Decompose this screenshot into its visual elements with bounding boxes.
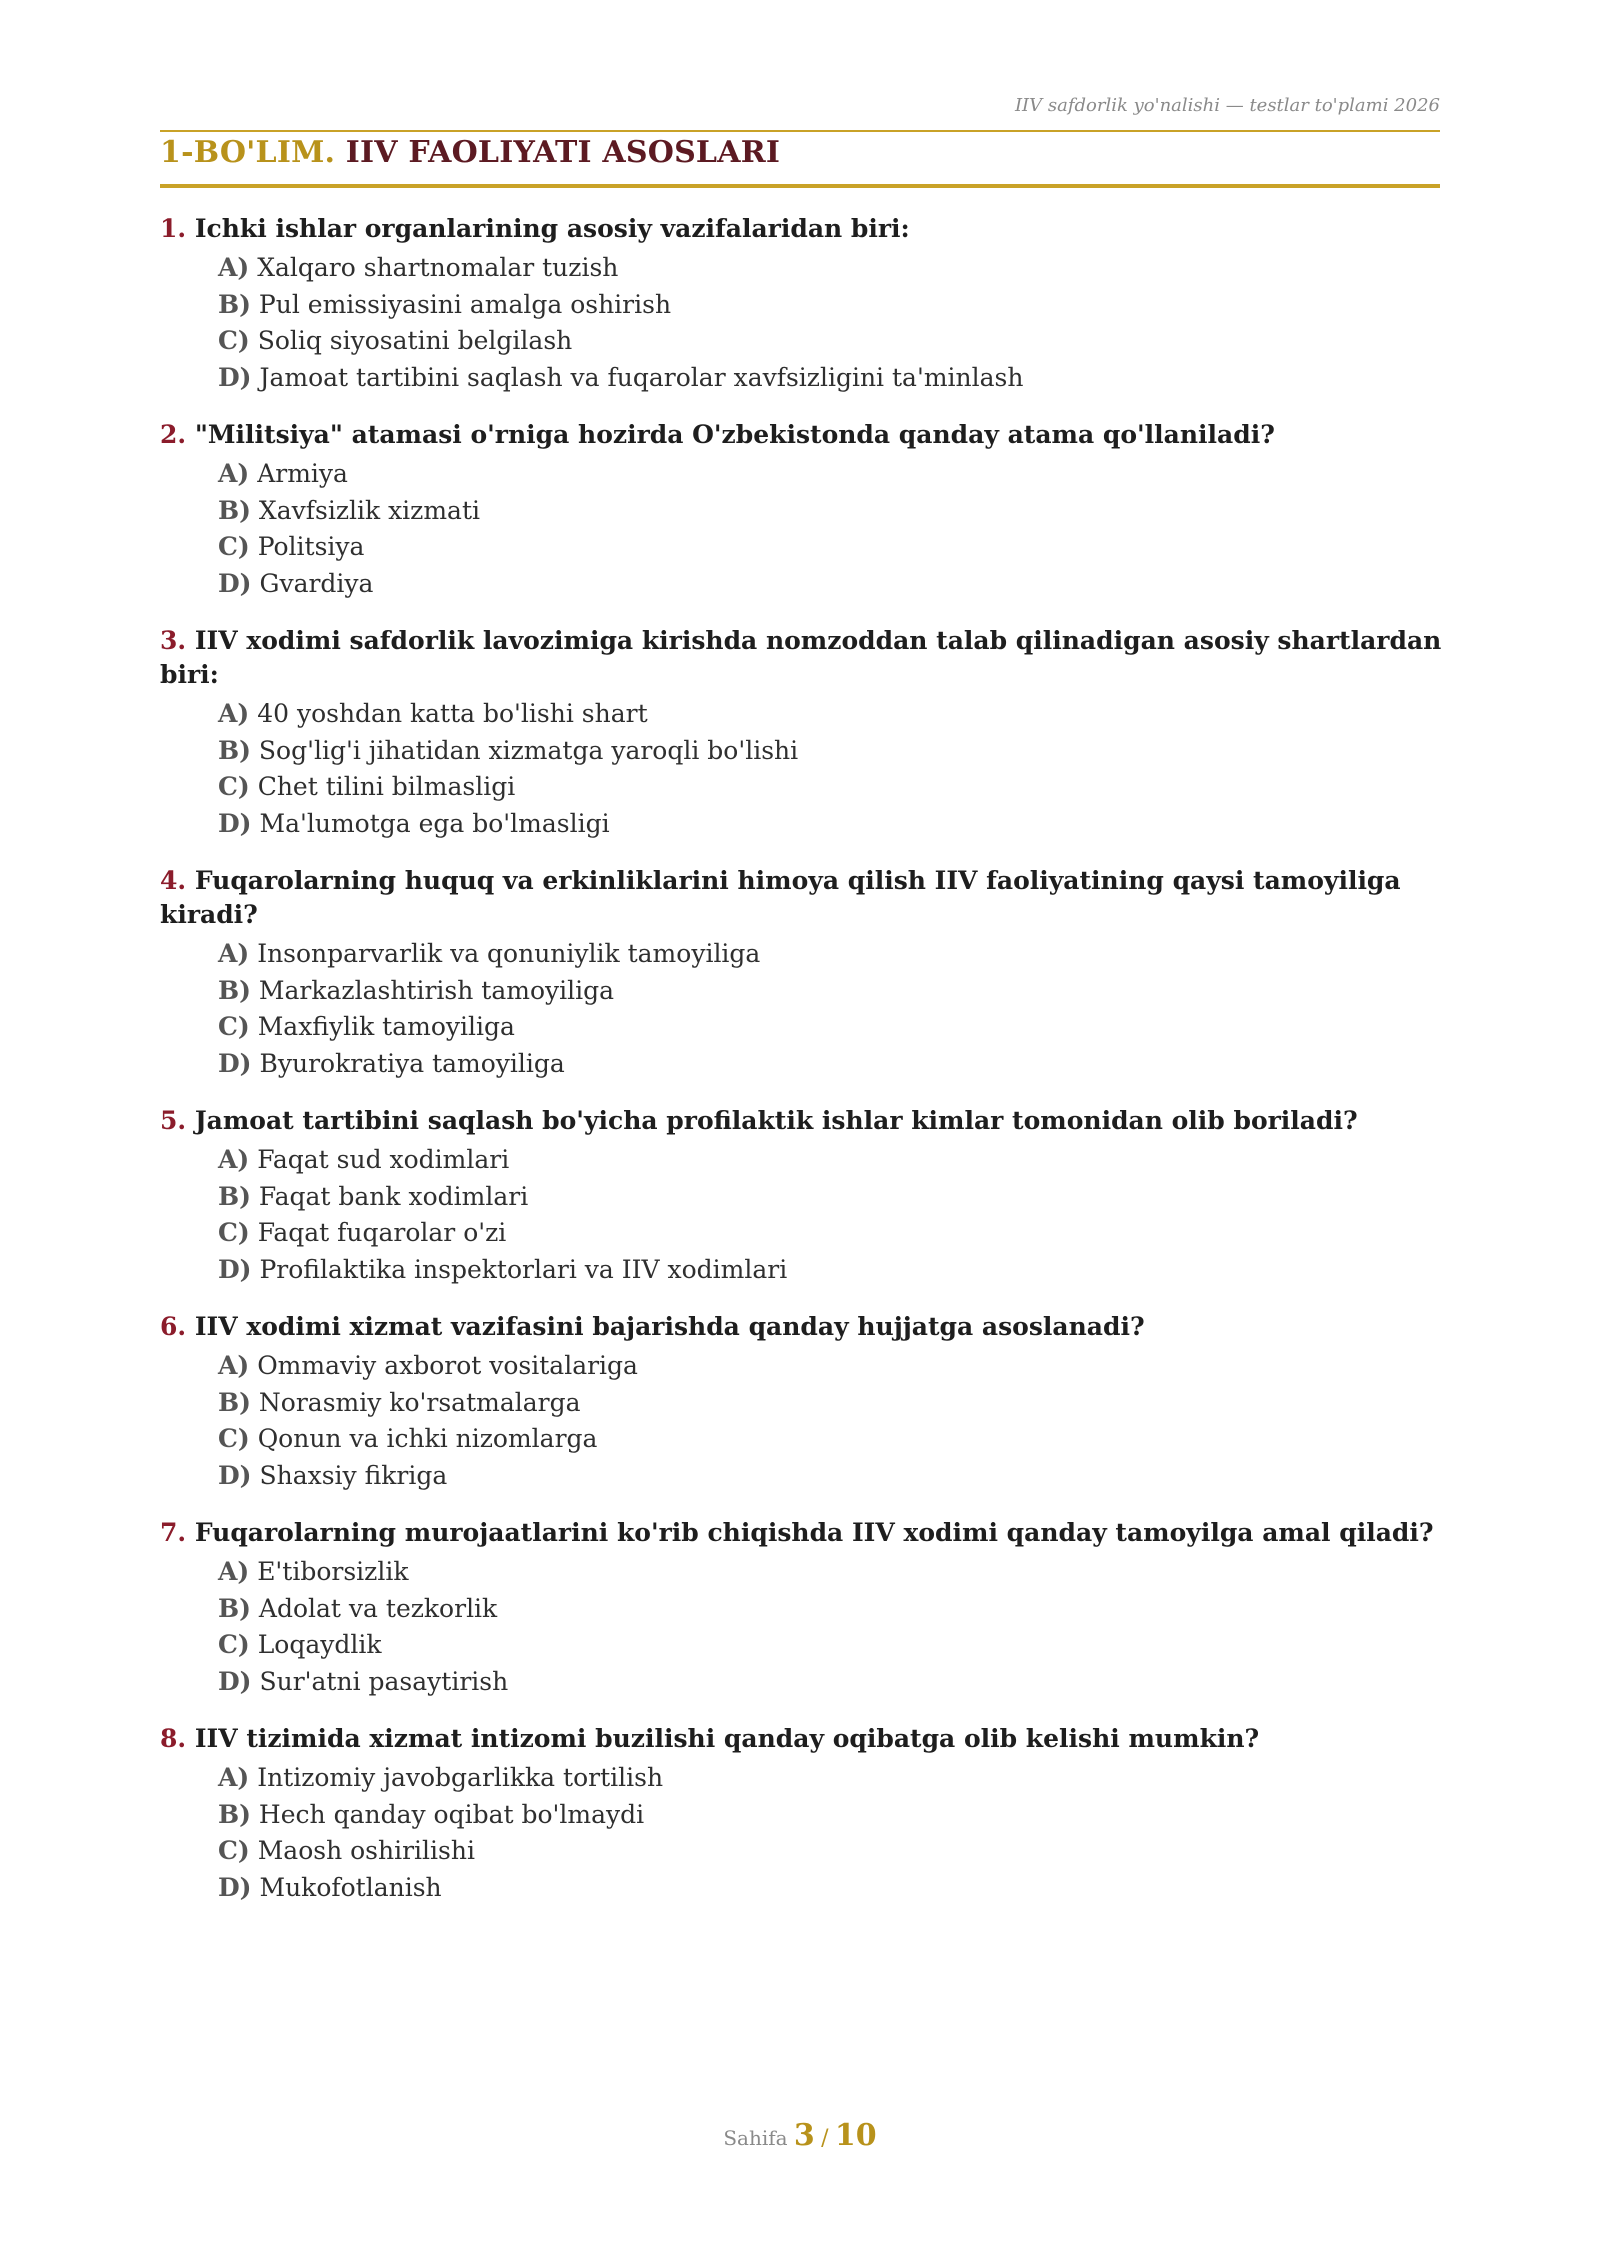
option-letter: C) bbox=[218, 1218, 250, 1247]
question-text bbox=[160, 1310, 1450, 1344]
answer-option bbox=[218, 733, 1450, 770]
option-text: Politsiya bbox=[257, 532, 365, 561]
option-letter: B) bbox=[218, 1181, 251, 1211]
answer-option bbox=[218, 493, 1450, 530]
option-letter: A) bbox=[218, 1763, 250, 1792]
answer-option bbox=[218, 806, 1450, 843]
question-text bbox=[160, 1516, 1450, 1550]
option-letter: D) bbox=[218, 1048, 252, 1078]
option-text: Gvardiya bbox=[259, 568, 374, 598]
answer-option bbox=[218, 1215, 1450, 1252]
option-letter: D) bbox=[218, 568, 252, 598]
answer-option bbox=[218, 1664, 1450, 1701]
option-letter: B) bbox=[218, 975, 251, 1005]
page-label: Sahifa bbox=[723, 2126, 788, 2150]
answer-option bbox=[218, 1591, 1450, 1628]
answer-option bbox=[218, 1348, 1450, 1385]
option-letter: B) bbox=[218, 735, 251, 765]
answer-option bbox=[218, 1421, 1450, 1458]
question-list bbox=[160, 212, 1450, 1928]
answer-option bbox=[218, 936, 1450, 973]
answer-option bbox=[218, 769, 1450, 806]
answer-option bbox=[218, 1179, 1450, 1216]
header-rule bbox=[160, 130, 1440, 132]
page-separator: / bbox=[821, 2126, 829, 2151]
option-text: Sur'atni pasaytirish bbox=[259, 1666, 509, 1696]
option-text: Jamoat tartibini saqlash va fuqarolar xavfsizligini ta'minlash bbox=[259, 362, 1024, 392]
answer-option bbox=[218, 250, 1450, 287]
option-text: Maxfiylik tamoyiliga bbox=[257, 1012, 515, 1041]
option-letter: A) bbox=[218, 939, 250, 968]
option-text: Faqat fuqarolar o'zi bbox=[257, 1218, 507, 1247]
option-text: Byurokratiya tamoyiliga bbox=[259, 1048, 565, 1078]
current-page: 3 bbox=[793, 2118, 815, 2153]
answer-option bbox=[218, 287, 1450, 324]
question-item bbox=[160, 212, 1450, 396]
option-text: Qonun va ichki nizomlarga bbox=[257, 1424, 598, 1453]
option-text: Profilaktika inspektorlari va IIV xodimlari bbox=[259, 1254, 788, 1284]
option-text: Intizomiy javobgarlikka tortilish bbox=[257, 1763, 664, 1792]
option-letter: A) bbox=[218, 699, 250, 728]
option-letter: B) bbox=[218, 1387, 251, 1417]
option-text: Soliq siyosatini belgilash bbox=[257, 326, 573, 355]
option-letter: C) bbox=[218, 772, 250, 801]
option-letter: C) bbox=[218, 1424, 250, 1453]
answer-option bbox=[218, 1870, 1450, 1907]
option-letter: D) bbox=[218, 1460, 252, 1490]
option-letter: B) bbox=[218, 289, 251, 319]
option-letter: D) bbox=[218, 1254, 252, 1284]
option-text: Shaxsiy fikriga bbox=[259, 1460, 448, 1490]
option-letter: D) bbox=[218, 1872, 252, 1902]
option-text: Ma'lumotga ega bo'lmasligi bbox=[259, 808, 610, 838]
answer-option bbox=[218, 1009, 1450, 1046]
option-text: Mukofotlanish bbox=[259, 1872, 442, 1902]
question-body: Ichki ishlar organlarining asosiy vazifalaridan biri: bbox=[194, 214, 910, 243]
question-item bbox=[160, 1104, 1450, 1288]
option-letter: C) bbox=[218, 1012, 250, 1041]
option-text: Insonparvarlik va qonuniylik tamoyiliga bbox=[257, 939, 761, 968]
option-text: Xavfsizlik xizmati bbox=[258, 495, 481, 525]
option-text: Faqat bank xodimlari bbox=[258, 1181, 529, 1211]
option-letter: A) bbox=[218, 1557, 250, 1586]
answer-option bbox=[218, 1797, 1450, 1834]
answer-option bbox=[218, 1385, 1450, 1422]
answer-option bbox=[218, 566, 1450, 603]
option-letter: A) bbox=[218, 459, 250, 488]
option-text: 40 yoshdan katta bo'lishi shart bbox=[257, 699, 648, 728]
question-number: 7. bbox=[160, 1518, 187, 1547]
option-text: Xalqaro shartnomalar tuzish bbox=[257, 253, 619, 282]
question-item bbox=[160, 418, 1450, 602]
option-text: Pul emissiyasini amalga oshirish bbox=[258, 289, 672, 319]
page-footer bbox=[0, 2118, 1600, 2153]
option-text: Chet tilini bilmasligi bbox=[257, 772, 516, 801]
option-letter: B) bbox=[218, 1799, 251, 1829]
answer-option bbox=[218, 456, 1450, 493]
answer-option bbox=[218, 323, 1450, 360]
question-item bbox=[160, 1722, 1450, 1906]
option-text: Faqat sud xodimlari bbox=[257, 1145, 510, 1174]
question-body: IIV xodimi xizmat vazifasini bajarishda qanday hujjatga asoslanadi? bbox=[194, 1312, 1145, 1341]
question-number: 8. bbox=[160, 1724, 187, 1753]
option-letter: C) bbox=[218, 532, 250, 561]
answer-option bbox=[218, 1142, 1450, 1179]
answer-option bbox=[218, 529, 1450, 566]
option-text: Ommaviy axborot vositalariga bbox=[257, 1351, 638, 1380]
question-item bbox=[160, 1310, 1450, 1494]
question-text bbox=[160, 864, 1450, 932]
answer-option bbox=[218, 1760, 1450, 1797]
option-letter: D) bbox=[218, 1666, 252, 1696]
answer-option bbox=[218, 1458, 1450, 1495]
question-text bbox=[160, 1722, 1450, 1756]
option-letter: A) bbox=[218, 1145, 250, 1174]
question-number: 1. bbox=[160, 214, 187, 243]
answer-option bbox=[218, 1554, 1450, 1591]
option-letter: B) bbox=[218, 495, 251, 525]
option-text: E'tiborsizlik bbox=[257, 1557, 409, 1586]
answer-option bbox=[218, 1627, 1450, 1664]
answer-option bbox=[218, 1046, 1450, 1083]
option-letter: C) bbox=[218, 1836, 250, 1865]
section-number: 1-BO'LIM. bbox=[160, 135, 336, 170]
question-number: 4. bbox=[160, 866, 187, 895]
option-text: Sog'lig'i jihatidan xizmatga yaroqli bo'lishi bbox=[258, 735, 799, 765]
question-number: 6. bbox=[160, 1312, 187, 1341]
question-body: IIV tizimida xizmat intizomi buzilishi qanday oqibatga olib kelishi mumkin? bbox=[194, 1724, 1260, 1753]
answer-option bbox=[218, 696, 1450, 733]
section-title bbox=[160, 135, 780, 170]
option-text: Loqaydlik bbox=[257, 1630, 382, 1659]
option-text: Adolat va tezkorlik bbox=[258, 1593, 498, 1623]
option-letter: B) bbox=[218, 1593, 251, 1623]
question-text bbox=[160, 624, 1450, 692]
option-letter: D) bbox=[218, 808, 252, 838]
answer-option bbox=[218, 360, 1450, 397]
answer-option bbox=[218, 1833, 1450, 1870]
option-text: Hech qanday oqibat bo'lmaydi bbox=[258, 1799, 645, 1829]
question-text bbox=[160, 1104, 1450, 1138]
total-pages: 10 bbox=[834, 2118, 877, 2153]
question-body: IIV xodimi safdorlik lavozimiga kirishda nomzoddan talab qilinadigan asosiy shartlardan biri: bbox=[160, 626, 1442, 689]
option-letter: A) bbox=[218, 1351, 250, 1380]
question-number: 3. bbox=[160, 626, 187, 655]
question-text bbox=[160, 212, 1450, 246]
option-letter: C) bbox=[218, 326, 250, 355]
option-text: Markazlashtirish tamoyiliga bbox=[258, 975, 615, 1005]
question-item bbox=[160, 864, 1450, 1082]
question-number: 5. bbox=[160, 1106, 187, 1135]
section-heading: IIV FAOLIYATI ASOSLARI bbox=[345, 135, 781, 170]
option-text: Maosh oshirilishi bbox=[257, 1836, 475, 1865]
answer-option bbox=[218, 1252, 1450, 1289]
option-letter: D) bbox=[218, 362, 252, 392]
answer-option bbox=[218, 973, 1450, 1010]
running-header: IIV safdorlik yo'nalishi — testlar to'plami 2026 bbox=[1014, 95, 1440, 116]
option-text: Armiya bbox=[257, 459, 348, 488]
option-text: Norasmiy ko'rsatmalarga bbox=[258, 1387, 581, 1417]
question-body: "Militsiya" atamasi o'rniga hozirda O'zbekistonda qanday atama qo'llaniladi? bbox=[194, 420, 1275, 449]
question-item bbox=[160, 1516, 1450, 1700]
question-number: 2. bbox=[160, 420, 187, 449]
question-body: Jamoat tartibini saqlash bo'yicha profilaktik ishlar kimlar tomonidan olib boriladi? bbox=[194, 1106, 1358, 1135]
question-body: Fuqarolarning huquq va erkinliklarini himoya qilish IIV faoliyatining qaysi tamoyiliga kiradi? bbox=[160, 866, 1401, 929]
question-text bbox=[160, 418, 1450, 452]
question-item bbox=[160, 624, 1450, 842]
section-rule bbox=[160, 184, 1440, 188]
option-letter: A) bbox=[218, 253, 250, 282]
question-body: Fuqarolarning murojaatlarini ko'rib chiqishda IIV xodimi qanday tamoyilga amal qiladi? bbox=[194, 1518, 1434, 1547]
option-letter: C) bbox=[218, 1630, 250, 1659]
